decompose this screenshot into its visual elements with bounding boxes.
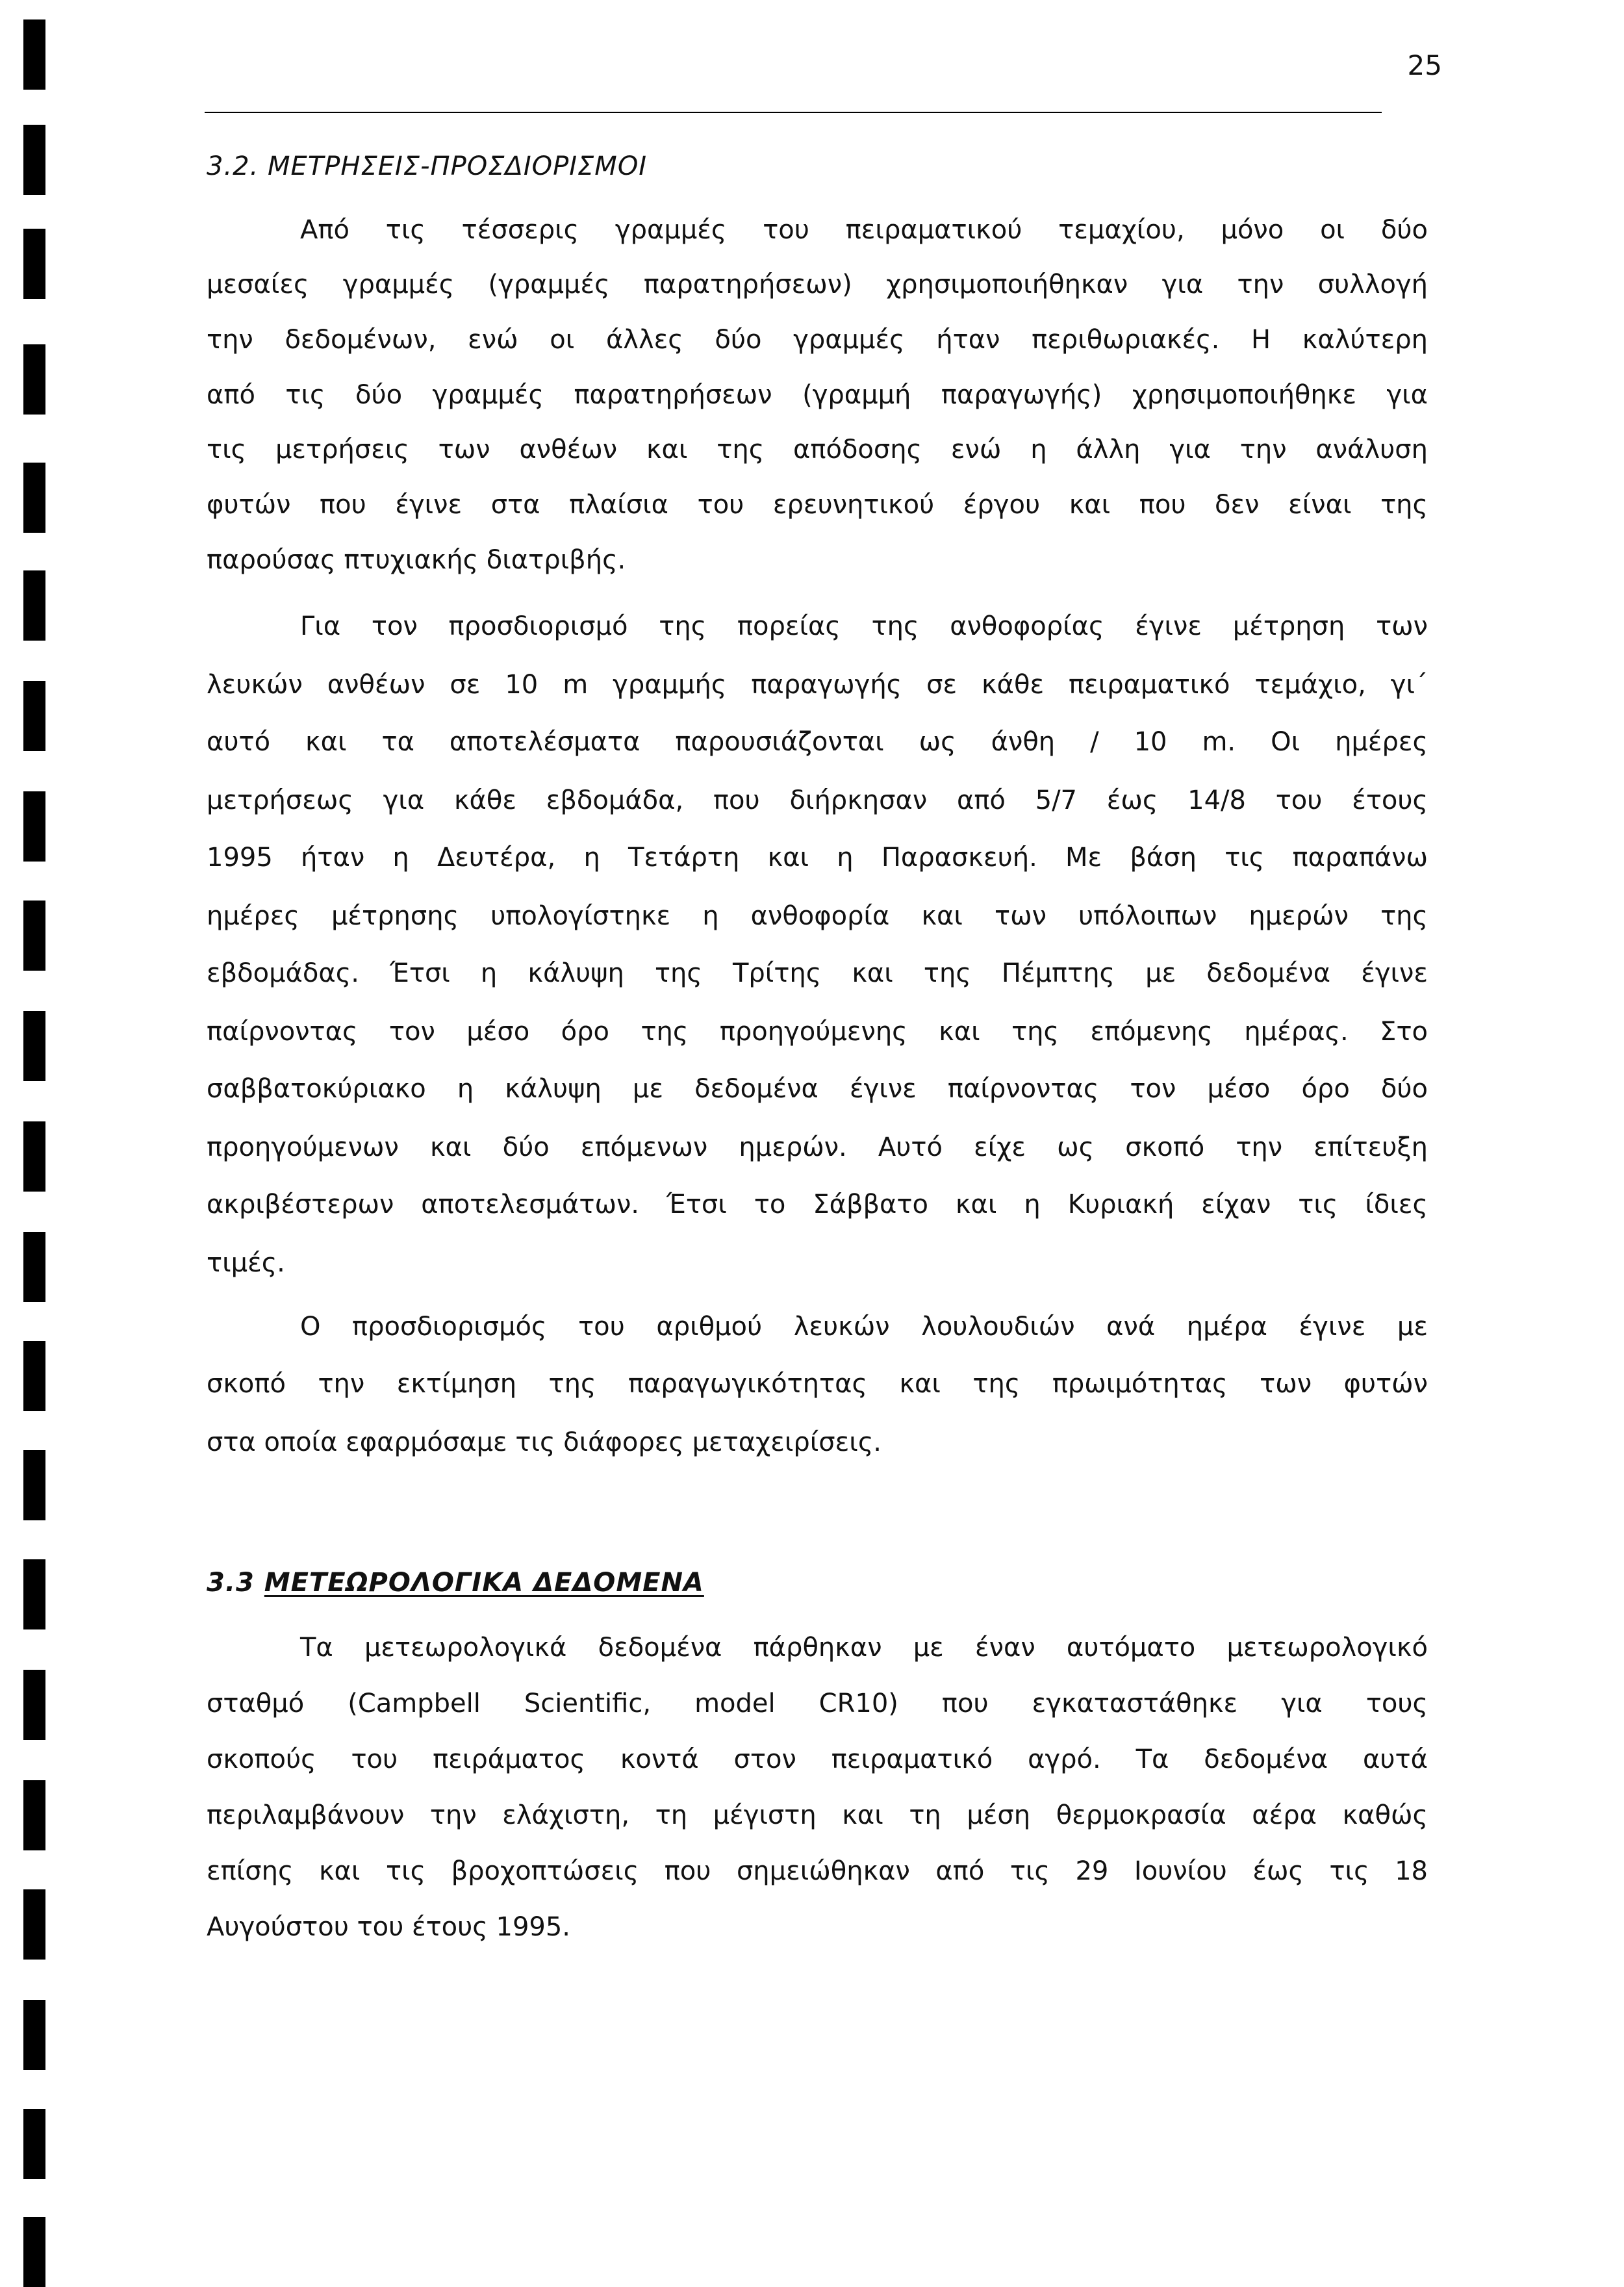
paragraph-line: σκοπό την εκτίμηση της παραγωγικότητας και της πρωιμότητας των φυτών <box>207 1369 1428 1399</box>
paragraph-line: Για τον προσδιορισμό της πορείας της ανθοφορίας έγινε μέτρηση των <box>300 611 1428 641</box>
binding-mark <box>23 2000 45 2070</box>
paragraph-line: Ο προσδιορισμός του αριθμού λευκών λουλουδιών ανά ημέρα έγινε με <box>300 1312 1428 1342</box>
paragraph-line: από τις δύο γραμμές παρατηρήσεων (γραμμή παραγωγής) χρησιμοποιήθηκε για <box>207 380 1428 410</box>
binding-mark <box>23 681 45 751</box>
paragraph-line: σκοπούς του πειράματος κοντά στον πειραματικό αγρό. Τα δεδομένα αυτά <box>207 1744 1428 1774</box>
section-heading-3-2: 3.2. ΜΕΤΡΗΣΕΙΣ-ΠΡΟΣΔΙΟΡΙΣΜΟΙ <box>207 151 648 181</box>
paragraph-line: Τα μετεωρολογικά δεδομένα πάρθηκαν με έναν αυτόματο μετεωρολογικό <box>300 1633 1428 1663</box>
binding-mark <box>23 1011 45 1081</box>
paragraph-line: παίρνοντας τον μέσο όρο της προηγούμενης και της επόμενης ημέρας. Στο <box>207 1017 1428 1047</box>
paragraph-line: λευκών ανθέων σε 10 m γραμμής παραγωγής σε κάθε πειραματικό τεμάχιο, γι΄ <box>207 670 1428 700</box>
paragraph-line: τιμές. <box>207 1248 285 1278</box>
binding-mark <box>23 1450 45 1520</box>
binding-mark <box>23 1232 45 1302</box>
paragraph-line: παρούσας πτυχιακής διατριβής. <box>207 545 626 575</box>
binding-mark <box>23 1559 45 1629</box>
page-number: 25 <box>1407 49 1442 81</box>
paragraph-line: σαββατοκύριακο η κάλυψη με δεδομένα έγινε παίρνοντας τον μέσο όρο δύο <box>207 1074 1428 1104</box>
binding-mark <box>23 1121 45 1192</box>
binding-mark <box>23 791 45 862</box>
binding-mark <box>23 125 45 195</box>
paragraph-line: περιλαμβάνουν την ελάχιστη, τη μέγιστη και τη μέση θερμοκρασία αέρα καθώς <box>207 1800 1428 1830</box>
binding-mark <box>23 1889 45 1960</box>
header-rule <box>205 112 1382 113</box>
paragraph-line: εβδομάδας. Έτσι η κάλυψη της Τρίτης και της Πέμπτης με δεδομένα έγινε <box>207 958 1428 988</box>
paragraph-line: ημέρες μέτρησης υπολογίστηκε η ανθοφορία και των υπόλοιπων ημερών της <box>207 901 1428 931</box>
paragraph-line: τις μετρήσεις των ανθέων και της απόδοσης ενώ η άλλη για την ανάλυση <box>207 435 1428 465</box>
binding-mark <box>23 1341 45 1411</box>
binding-mark <box>23 570 45 641</box>
binding-mark <box>23 19 45 90</box>
paragraph-line: Από τις τέσσερις γραμμές του πειραματικού τεμαχίου, μόνο οι δύο <box>300 215 1428 245</box>
paragraph-line: την δεδομένων, ενώ οι άλλες δύο γραμμές ήταν περιθωριακές. Η καλύτερη <box>207 325 1428 355</box>
binding-mark <box>23 1780 45 1850</box>
binding-mark <box>23 463 45 533</box>
paragraph-line: σταθμό (Campbell Scientific, model CR10) που εγκαταστάθηκε για τους <box>207 1689 1428 1718</box>
binding-mark <box>23 2217 45 2287</box>
binding-mark <box>23 1670 45 1740</box>
section-title: ΜΕΤΕΩΡΟΛΟΓΙΚΑ ΔΕΔΟΜΕΝΑ <box>264 1568 704 1598</box>
paragraph-line: μεσαίες γραμμές (γραμμές παρατηρήσεων) χρησιμοποιήθηκαν για την συλλογή <box>207 270 1428 300</box>
paragraph-line: 1995 ήταν η Δευτέρα, η Τετάρτη και η Παρασκευή. Με βάση τις παραπάνω <box>207 843 1428 873</box>
paragraph-line: στα οποία εφαρμόσαμε τις διάφορες μεταχειρίσεις. <box>207 1427 882 1457</box>
paragraph-line: αυτό και τα αποτελέσματα παρουσιάζονται ως άνθη / 10 m. Οι ημέρες <box>207 727 1428 757</box>
binding-mark <box>23 901 45 971</box>
paragraph-line: Αυγούστου του έτους 1995. <box>207 1912 570 1942</box>
paragraph-line: φυτών που έγινε στα πλαίσια του ερευνητικού έργου και που δεν είναι της <box>207 490 1428 520</box>
binding-mark <box>23 344 45 415</box>
binding-hole-marks <box>0 0 71 2279</box>
section-heading-3-3 <box>207 1570 704 1596</box>
paragraph-line: μετρήσεως για κάθε εβδομάδα, που διήρκησαν από 5/7 έως 14/8 του έτους <box>207 786 1428 815</box>
binding-mark <box>23 229 45 299</box>
paragraph-line: προηγούμενων και δύο επόμενων ημερών. Αυτό είχε ως σκοπό την επίτευξη <box>207 1132 1428 1162</box>
binding-mark <box>23 2109 45 2179</box>
section-number: 3.3 <box>207 1568 264 1598</box>
paragraph-line: επίσης και τις βροχοπτώσεις που σημειώθηκαν από τις 29 Ιουνίου έως τις 18 <box>207 1856 1428 1886</box>
paragraph-line: ακριβέστερων αποτελεσμάτων. Έτσι το Σάββατο και η Κυριακή είχαν τις ίδιες <box>207 1190 1428 1220</box>
